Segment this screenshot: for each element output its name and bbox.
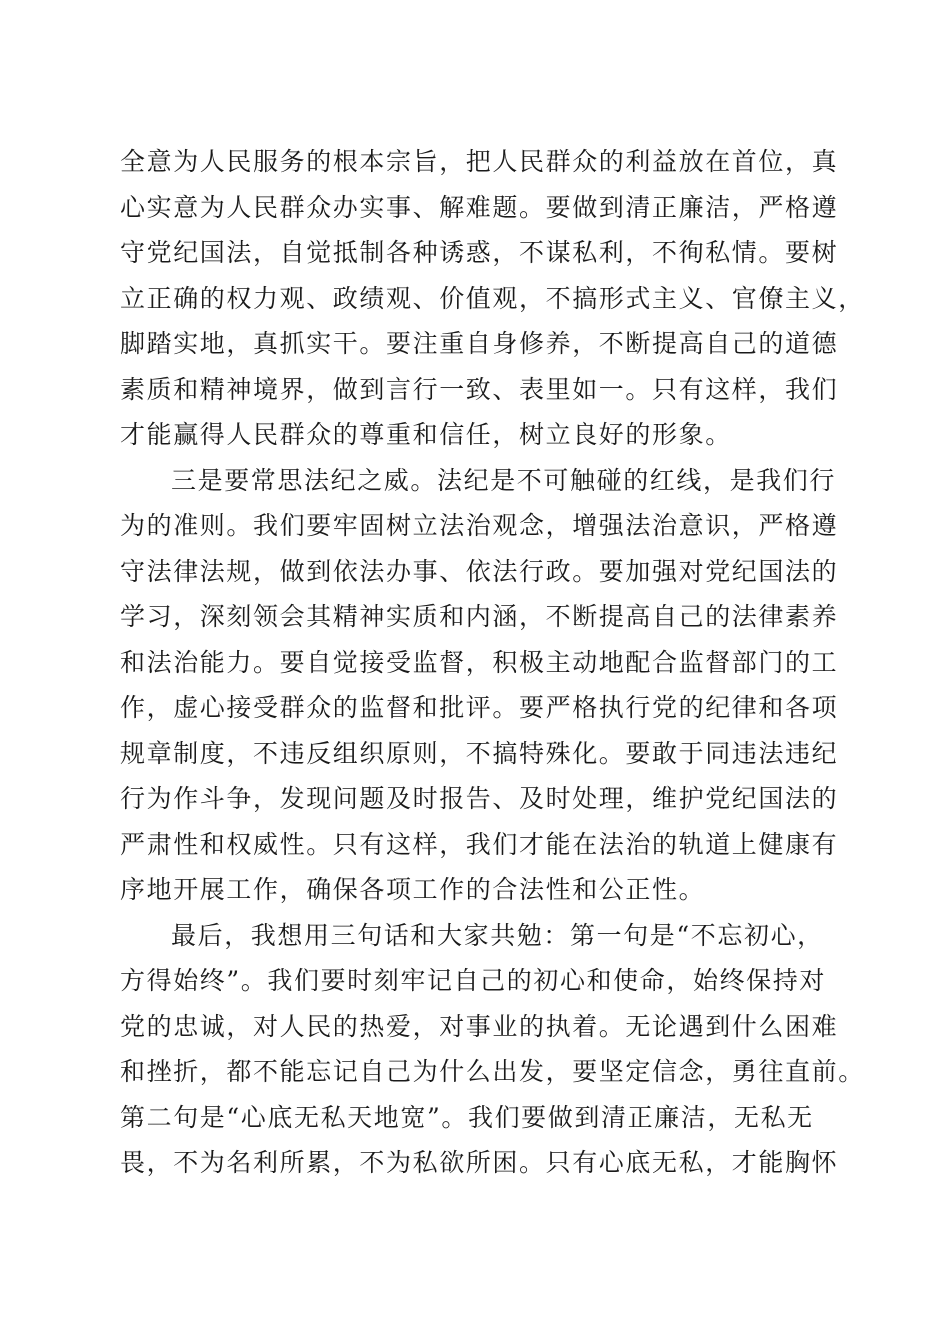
text-line: 序地开展工作，确保各项工作的合法性和公正性。 — [120, 875, 706, 904]
text-line: 和挫折，都不能忘记自己为什么出发，要坚定信念，勇往直前。 — [120, 1057, 865, 1086]
text-line: 党的忠诚，对人民的热爱，对事业的执着。无论遇到什么困难 — [120, 1011, 839, 1041]
text-line: 才能赢得人民群众的尊重和信任，树立良好的形象。 — [120, 420, 732, 449]
text-line: 脚踏实地，真抓实干。要注重自身修养，不断提高自己的道德 — [120, 329, 839, 358]
text-line: 为的准则。我们要牢固树立法治观念，增强法治意识，严格遵 — [120, 511, 839, 540]
text-line: 行为作斗争，发现问题及时报告、及时处理，维护党纪国法的 — [120, 784, 839, 813]
text-line: 守党纪国法，自觉抵制各种诱惑，不谋私利，不徇私情。要树 — [120, 238, 839, 267]
text-line: 立正确的权力观、政绩观、价值观，不搞形式主义、官僚主义， — [120, 283, 865, 313]
text-line: 心实意为人民群众办实事、解难题。要做到清正廉洁，严格遵 — [120, 192, 839, 222]
text-line: 严肃性和权威性。只有这样，我们才能在法治的轨道上健康有 — [120, 829, 839, 859]
text-line: 守法律法规，做到依法办事、依法行政。要加强对党纪国法的 — [120, 556, 839, 586]
text-line: 畏，不为名利所累，不为私欲所困。只有心底无私，才能胸怀 — [120, 1148, 839, 1177]
text-line: 素质和精神境界，做到言行一致、表里如一。只有这样，我们 — [120, 374, 839, 404]
paragraph-start-line: 最后，我想用三句话和大家共勉：第一句是“不忘初心， — [171, 920, 824, 950]
text-line: 第二句是“心底无私天地宽”。我们要做到清正廉洁，无私无 — [120, 1102, 814, 1132]
text-line: 作，虚心接受群众的监督和批评。要严格执行党的纪律和各项 — [120, 693, 839, 722]
text-line: 和法治能力。要自觉接受监督，积极主动地配合监督部门的工 — [120, 647, 839, 677]
document-body — [120, 139, 865, 1186]
text-line: 学习，深刻领会其精神实质和内涵，不断提高自己的法律素养 — [120, 602, 839, 631]
paragraph-start-line: 三是要常思法纪之威。法纪是不可触碰的红线，是我们行 — [171, 465, 837, 495]
text-line: 规章制度，不违反组织原则，不搞特殊化。要敢于同违法违纪 — [120, 738, 839, 768]
text-line: 方得始终”。我们要时刻牢记自己的初心和使命，始终保持对 — [120, 966, 826, 995]
text-line: 全意为人民服务的根本宗旨，把人民群众的利益放在首位，真 — [120, 147, 839, 176]
